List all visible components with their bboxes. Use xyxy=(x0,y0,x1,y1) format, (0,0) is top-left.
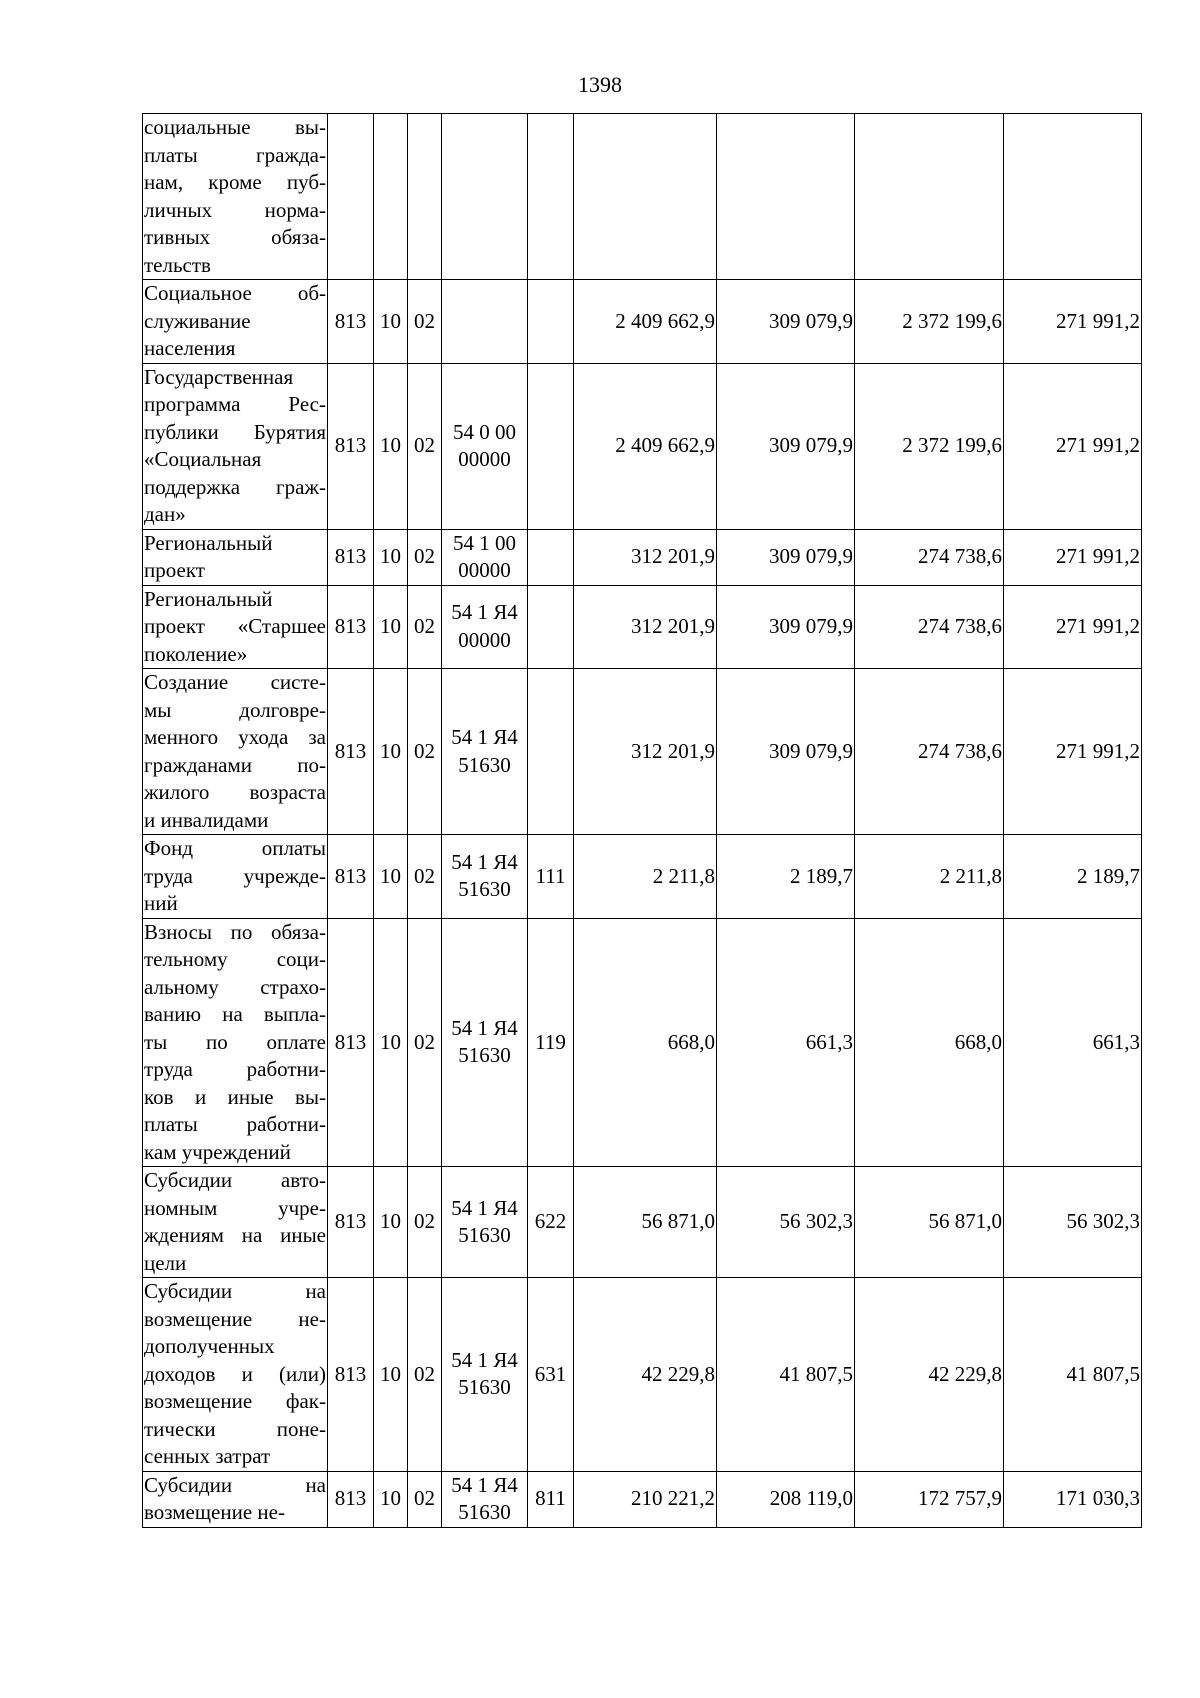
row-name-line: Создание систе- xyxy=(144,670,326,694)
amount-cell-3: 274 738,6 xyxy=(855,529,1004,585)
row-name-line: программа Рес- xyxy=(144,392,326,416)
section-cell: 10 xyxy=(374,363,408,529)
table-row xyxy=(143,280,1142,364)
amount-cell-2: 661,3 xyxy=(717,918,855,1167)
grbs-cell: 813 xyxy=(328,669,374,835)
target-article-line: 00000 xyxy=(458,627,511,652)
section-cell: 10 xyxy=(374,918,408,1167)
amount-cell-4: 271 991,2 xyxy=(1004,280,1142,364)
section-cell: 10 xyxy=(374,585,408,669)
page-number: 1398 xyxy=(578,72,622,97)
amount-cell-3: 274 738,6 xyxy=(855,585,1004,669)
expense-type-cell xyxy=(528,114,574,280)
row-name-line: менного ухода за xyxy=(144,725,326,749)
row-name-line: Субсидии на xyxy=(144,1279,326,1303)
subsection-cell: 02 xyxy=(408,1167,442,1278)
table-row xyxy=(143,1471,1142,1527)
row-name-line: возмещение не- xyxy=(144,1500,285,1524)
row-name-cell xyxy=(143,585,328,669)
row-name-line: тельному соци- xyxy=(144,947,326,971)
amount-cell-3: 2 372 199,6 xyxy=(855,280,1004,364)
amount-cell-3: 2 372 199,6 xyxy=(855,363,1004,529)
amount-cell-4: 271 991,2 xyxy=(1004,585,1142,669)
row-name-line: проект xyxy=(144,558,205,582)
grbs-cell xyxy=(328,114,374,280)
table-body xyxy=(143,114,1142,1528)
target-article-line: 51630 xyxy=(458,1500,511,1524)
row-name-line: номным учре- xyxy=(144,1195,326,1220)
target-article-line: 51630 xyxy=(458,1375,511,1400)
expense-type-cell xyxy=(528,363,574,529)
row-name-line: тически поне- xyxy=(144,1416,326,1441)
row-name-line: и инвалидами xyxy=(144,807,269,832)
amount-cell-1 xyxy=(574,114,717,280)
row-name-line: нам, кроме пуб- xyxy=(144,170,326,194)
row-name-line: Фонд оплаты xyxy=(144,836,326,860)
target-article-cell xyxy=(442,1278,528,1472)
expense-type-cell xyxy=(528,529,574,585)
expense-type-cell: 631 xyxy=(528,1278,574,1472)
amount-cell-2: 309 079,9 xyxy=(717,669,855,835)
row-name-line: платы работни- xyxy=(144,1112,326,1136)
table-row xyxy=(143,1167,1142,1278)
row-name-line: Субсидии на xyxy=(144,1472,326,1497)
row-name-line: тивных обяза- xyxy=(144,225,326,249)
target-article-line: 54 1 Я4 xyxy=(451,849,518,874)
row-name-line: возмещение фак- xyxy=(144,1389,326,1413)
amount-cell-1: 668,0 xyxy=(574,918,717,1167)
table-row xyxy=(143,835,1142,919)
subsection-cell: 02 xyxy=(408,529,442,585)
target-article-line: 00000 xyxy=(458,447,511,471)
section-cell: 10 xyxy=(374,835,408,919)
row-name-line: жилого возраста xyxy=(144,780,326,804)
target-article-cell xyxy=(442,280,528,364)
amount-cell-3: 668,0 xyxy=(855,918,1004,1167)
amount-cell-2: 309 079,9 xyxy=(717,363,855,529)
target-article-cell xyxy=(442,363,528,529)
grbs-cell: 813 xyxy=(328,1471,374,1527)
table-row xyxy=(143,669,1142,835)
target-article-cell xyxy=(442,1167,528,1278)
row-name-line: социальные вы- xyxy=(144,115,326,139)
row-name-cell xyxy=(143,918,328,1167)
row-name-line: гражданами по- xyxy=(144,752,326,777)
table-row xyxy=(143,363,1142,529)
section-cell: 10 xyxy=(374,280,408,364)
row-name-line: поддержка граж- xyxy=(144,474,326,499)
target-article-cell xyxy=(442,835,528,919)
amount-cell-1: 2 409 662,9 xyxy=(574,363,717,529)
table-row xyxy=(143,114,1142,280)
expense-type-cell: 811 xyxy=(528,1471,574,1527)
grbs-cell: 813 xyxy=(328,363,374,529)
expense-type-cell xyxy=(528,669,574,835)
row-name-line: служивание xyxy=(144,308,251,333)
target-article-cell xyxy=(442,918,528,1167)
grbs-cell: 813 xyxy=(328,918,374,1167)
target-article-line: 54 0 00 xyxy=(453,419,516,444)
row-name-cell xyxy=(143,363,328,529)
section-cell xyxy=(374,114,408,280)
section-cell: 10 xyxy=(374,669,408,835)
row-name-line: населения xyxy=(144,336,236,360)
subsection-cell: 02 xyxy=(408,585,442,669)
row-name-line: ков и иные вы- xyxy=(144,1084,326,1109)
amount-cell-4: 661,3 xyxy=(1004,918,1142,1167)
amount-cell-1: 2 409 662,9 xyxy=(574,280,717,364)
table-row xyxy=(143,529,1142,585)
amount-cell-3: 274 738,6 xyxy=(855,669,1004,835)
target-article-line: 54 1 Я4 xyxy=(451,1472,518,1497)
target-article-cell xyxy=(442,585,528,669)
amount-cell-1: 210 221,2 xyxy=(574,1471,717,1527)
target-article-line: 54 1 Я4 xyxy=(451,1347,518,1372)
row-name-line: труда учрежде- xyxy=(144,863,326,888)
row-name-line: ты по оплате xyxy=(144,1029,326,1054)
row-name-line: тельств xyxy=(144,252,211,277)
amount-cell-3: 172 757,9 xyxy=(855,1471,1004,1527)
grbs-cell: 813 xyxy=(328,585,374,669)
row-name-line: труда работни- xyxy=(144,1057,326,1081)
target-article-line: 51630 xyxy=(458,1043,511,1068)
section-cell: 10 xyxy=(374,1167,408,1278)
subsection-cell: 02 xyxy=(408,280,442,364)
amount-cell-4: 271 991,2 xyxy=(1004,669,1142,835)
row-name-cell xyxy=(143,1278,328,1472)
subsection-cell: 02 xyxy=(408,1278,442,1472)
table-row xyxy=(143,918,1142,1167)
row-name-line: платы гражда- xyxy=(144,142,326,167)
expense-type-cell: 119 xyxy=(528,918,574,1167)
amount-cell-1: 56 871,0 xyxy=(574,1167,717,1278)
row-name-line: ванию на выпла- xyxy=(144,1002,326,1026)
row-name-line: дан» xyxy=(144,502,186,526)
row-name-line: цели xyxy=(144,1250,187,1275)
row-name-line: Региональный xyxy=(144,530,273,555)
amount-cell-1: 42 229,8 xyxy=(574,1278,717,1472)
row-name-cell xyxy=(143,114,328,280)
amount-cell-4 xyxy=(1004,114,1142,280)
amount-cell-4: 2 189,7 xyxy=(1004,835,1142,919)
row-name-line: ний xyxy=(144,891,178,915)
row-name-line: личных норма- xyxy=(144,197,326,222)
table-row xyxy=(143,1278,1142,1472)
grbs-cell: 813 xyxy=(328,280,374,364)
grbs-cell: 813 xyxy=(328,835,374,919)
amount-cell-2 xyxy=(717,114,855,280)
row-name-line: сенных затрат xyxy=(144,1444,271,1468)
grbs-cell: 813 xyxy=(328,529,374,585)
row-name-line: мы долговре- xyxy=(144,697,326,722)
target-article-line: 54 1 Я4 xyxy=(451,600,518,625)
table-row xyxy=(143,585,1142,669)
subsection-cell: 02 xyxy=(408,1471,442,1527)
row-name-cell xyxy=(143,280,328,364)
row-name-line: «Социальная xyxy=(144,447,262,471)
amount-cell-2: 2 189,7 xyxy=(717,835,855,919)
row-name-line: альному страхо- xyxy=(144,974,326,999)
amount-cell-2: 309 079,9 xyxy=(717,585,855,669)
row-name-line: поколение» xyxy=(144,641,248,666)
target-article-cell xyxy=(442,669,528,835)
budget-table xyxy=(142,113,1142,1528)
amount-cell-4: 271 991,2 xyxy=(1004,529,1142,585)
amount-cell-1: 312 201,9 xyxy=(574,529,717,585)
row-name-line: Социальное об- xyxy=(144,281,326,305)
target-article-cell xyxy=(442,529,528,585)
amount-cell-4: 41 807,5 xyxy=(1004,1278,1142,1472)
row-name-line: Субсидии авто- xyxy=(144,1168,326,1192)
amount-cell-3: 56 871,0 xyxy=(855,1167,1004,1278)
expense-type-cell: 622 xyxy=(528,1167,574,1278)
target-article-line: 54 1 Я4 xyxy=(451,1195,518,1220)
grbs-cell: 813 xyxy=(328,1278,374,1472)
row-name-line: кам учреждений xyxy=(144,1139,291,1164)
target-article-line: 51630 xyxy=(458,1223,511,1247)
amount-cell-4: 171 030,3 xyxy=(1004,1471,1142,1527)
row-name-cell xyxy=(143,1167,328,1278)
amount-cell-4: 271 991,2 xyxy=(1004,363,1142,529)
target-article-line: 51630 xyxy=(458,752,511,777)
target-article-line: 00000 xyxy=(458,558,511,582)
expense-type-cell xyxy=(528,280,574,364)
amount-cell-1: 2 211,8 xyxy=(574,835,717,919)
amount-cell-2: 309 079,9 xyxy=(717,280,855,364)
amount-cell-2: 41 807,5 xyxy=(717,1278,855,1472)
target-article-cell xyxy=(442,114,528,280)
amount-cell-1: 312 201,9 xyxy=(574,585,717,669)
amount-cell-1: 312 201,9 xyxy=(574,669,717,835)
subsection-cell: 02 xyxy=(408,669,442,835)
section-cell: 10 xyxy=(374,529,408,585)
amount-cell-3: 2 211,8 xyxy=(855,835,1004,919)
row-name-line: Региональный xyxy=(144,586,273,611)
subsection-cell: 02 xyxy=(408,918,442,1167)
grbs-cell: 813 xyxy=(328,1167,374,1278)
target-article-line: 54 1 Я4 xyxy=(451,1015,518,1040)
expense-type-cell xyxy=(528,585,574,669)
section-cell: 10 xyxy=(374,1471,408,1527)
row-name-line: публики Бурятия xyxy=(144,419,326,444)
row-name-line: доходов и (или) xyxy=(144,1361,326,1386)
row-name-cell xyxy=(143,835,328,919)
target-article-line: 54 1 Я4 xyxy=(451,725,518,749)
section-cell: 10 xyxy=(374,1278,408,1472)
amount-cell-2: 309 079,9 xyxy=(717,529,855,585)
amount-cell-3 xyxy=(855,114,1004,280)
row-name-line: возмещение не- xyxy=(144,1306,326,1331)
row-name-cell xyxy=(143,669,328,835)
amount-cell-3: 42 229,8 xyxy=(855,1278,1004,1472)
row-name-line: дополученных xyxy=(144,1334,275,1358)
row-name-cell xyxy=(143,1471,328,1527)
row-name-cell xyxy=(143,529,328,585)
subsection-cell: 02 xyxy=(408,363,442,529)
target-article-line: 54 1 00 xyxy=(453,530,516,555)
target-article-line: 51630 xyxy=(458,877,511,902)
row-name-line: проект «Старшее xyxy=(144,614,326,638)
target-article-cell xyxy=(442,1471,528,1527)
row-name-line: Государственная xyxy=(144,364,294,389)
amount-cell-2: 56 302,3 xyxy=(717,1167,855,1278)
subsection-cell xyxy=(408,114,442,280)
row-name-line: ждениям на иные xyxy=(144,1223,326,1247)
subsection-cell: 02 xyxy=(408,835,442,919)
amount-cell-4: 56 302,3 xyxy=(1004,1167,1142,1278)
amount-cell-2: 208 119,0 xyxy=(717,1471,855,1527)
expense-type-cell: 111 xyxy=(528,835,574,919)
row-name-line: Взносы по обяза- xyxy=(144,919,326,944)
